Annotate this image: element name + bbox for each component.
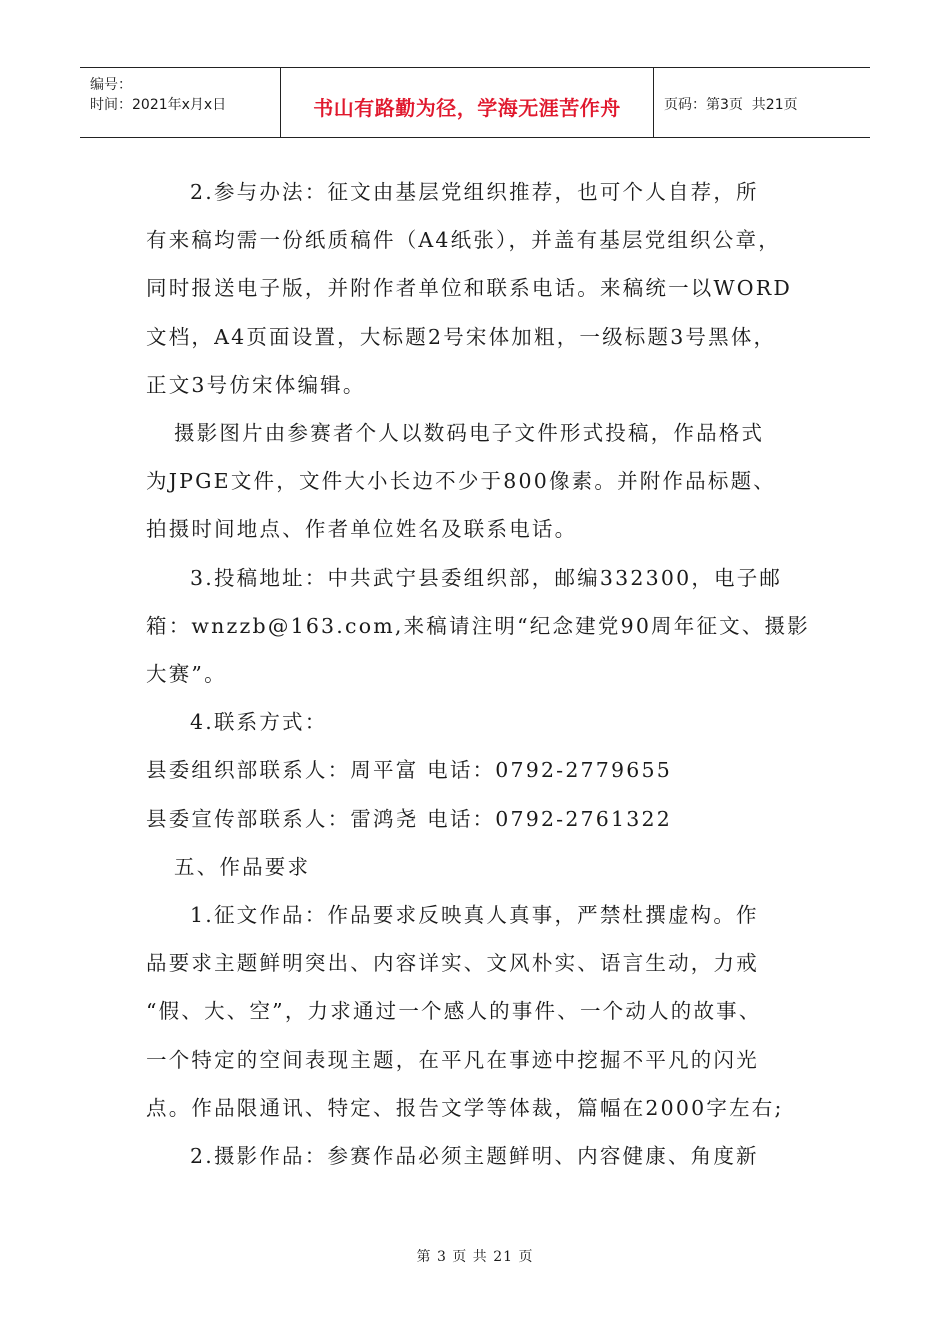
page-header (80, 67, 870, 138)
paragraph-line: 拍摄时间地点、作者单位姓名及联系电话。 (146, 517, 578, 542)
paragraph-line: 有来稿均需一份纸质稿件（A4纸张），并盖有基层党组织公章， (146, 228, 781, 253)
header-page-info: 页码：第3页 共21页 (664, 97, 798, 113)
header-meta-cell (80, 68, 281, 137)
paragraph-line: “假、大、空”，力求通过一个感人的事件、一个动人的故事、 (146, 999, 762, 1024)
paragraph-line: 2.参与办法：征文由基层党组织推荐，也可个人自荐，所 (190, 180, 759, 204)
paragraph-line: 3.投稿地址：中共武宁县委组织部，邮编332300，电子邮 (190, 565, 783, 590)
paragraph-line: 一个特定的空间表现主题，在平凡在事迹中挖掘不平凡的闪光 (146, 1047, 759, 1072)
paragraph-line: 大赛”。 (146, 662, 227, 687)
paragraph-line: 2.摄影作品：参赛作品必须主题鲜明、内容健康、角度新 (190, 1144, 759, 1169)
header-page-cell (654, 68, 870, 137)
document-number-label: 编号： (90, 77, 132, 93)
paragraph-line: 同时报送电子版，并附作者单位和联系电话。来稿统一以WORD (146, 276, 793, 301)
header-motto-cell (281, 68, 654, 137)
paragraph-line: 点。作品限通讯、特定、报告文学等体裁，篇幅在2000字左右; (146, 1095, 784, 1120)
contact-line: 县委宣传部联系人：雷鸿尧 电话：0792-2761322 (146, 806, 673, 831)
header-motto: 书山有路勤为径，学海无涯苦作舟 (313, 96, 621, 120)
paragraph-line: 品要求主题鲜明突出、内容详实、文风朴实、语言生动，力戒 (146, 951, 759, 976)
paragraph-line: 为JPGE文件，文件大小长边不少于800像素。并附作品标题、 (146, 469, 776, 494)
contact-line: 县委组织部联系人：周平富 电话：0792-2779655 (146, 758, 673, 783)
document-body (146, 168, 826, 1180)
paragraph-line: 文档，A4页面设置，大标题2号宋体加粗，一级标题3号黑体， (146, 324, 777, 349)
paragraph-line: 箱：wnzzb@163.com,来稿请注明“纪念建党90周年征文、摄影 (146, 613, 810, 638)
paragraph-line: 4.联系方式： (190, 710, 328, 735)
paragraph-line: 摄影图片由参赛者个人以数码电子文件形式投稿，作品格式 (174, 421, 765, 446)
paragraph-line: 1.征文作品：作品要求反映真人真事，严禁杜撰虚构。作 (190, 903, 759, 928)
document-date: 时间：2021年x月x日 (90, 97, 227, 113)
page-footer: 第 3 页 共 21 页 (416, 1249, 534, 1265)
paragraph-line: 正文3号仿宋体编辑。 (146, 372, 366, 397)
section-heading: 五、作品要求 (174, 854, 311, 879)
